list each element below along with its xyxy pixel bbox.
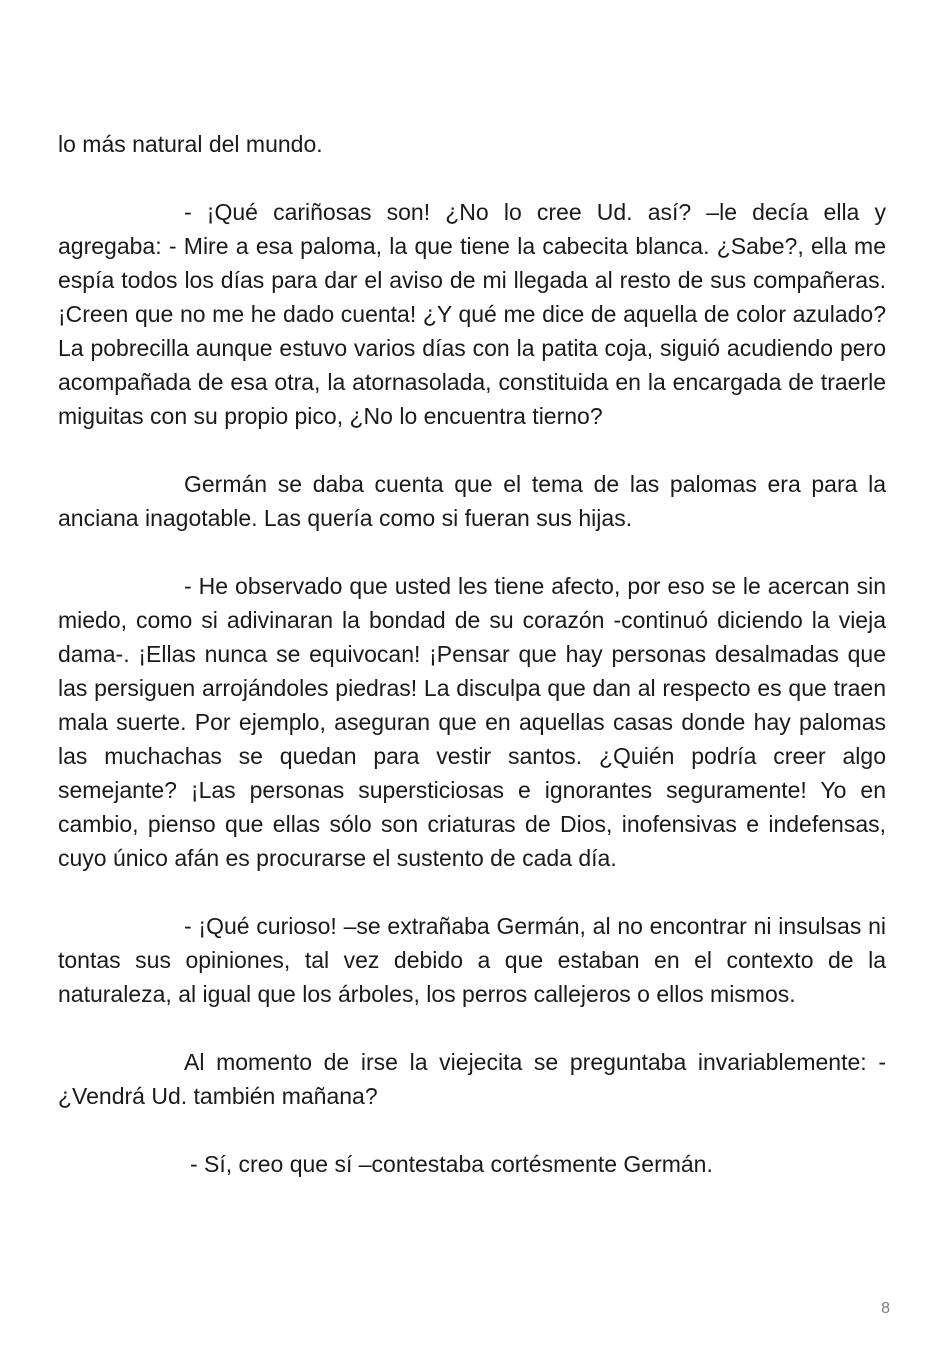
document-page <box>58 127 886 1215</box>
paragraph-3: Germán se daba cuenta que el tema de las palomas era para la anciana inagotable. Las quería como si fueran sus hijas. <box>58 471 886 531</box>
paragraph-2: - ¡Qué cariñosas son! ¿No lo cree Ud. así? –le decía ella y agregaba: - Mire a esa paloma, la que tiene la cabecita blanca. ¿Sabe?, ella me espía todos los días para dar el aviso de mi llegada al resto de sus compañeras. ¡Creen que no me he dado cuenta! ¿Y qué me dice de aquella de color azulado? La pobrecilla aunque estuvo varios días con la patita coja, siguió acudiendo pero acompañada de esa otra, la atornasolada, constituida en la encargada de traerle miguitas con su propio pico, ¿No lo encuentra tierno? <box>58 199 886 429</box>
page-number: 8 <box>881 1300 890 1317</box>
paragraph-5: - ¡Qué curioso! –se extrañaba Germán, al no encontrar ni insulsas ni tontas sus opiniones, tal vez debido a que estaban en el contexto de la naturaleza, al igual que los árboles, los perros callejeros o ellos mismos. <box>58 913 886 1007</box>
paragraph-1: lo más natural del mundo. <box>58 131 323 157</box>
paragraph-6: Al momento de irse la viejecita se preguntaba invariablemente: - ¿Vendrá Ud. también mañana? <box>58 1049 886 1109</box>
paragraph-7: - Sí, creo que sí –contestaba cortésmente Germán. <box>190 1151 713 1177</box>
paragraph-4: - He observado que usted les tiene afecto, por eso se le acercan sin miedo, como si adivinaran la bondad de su corazón -continuó diciendo la vieja dama-. ¡Ellas nunca se equivocan! ¡Pensar que hay personas desalmadas que las persiguen arrojándoles piedras! La disculpa que dan al respecto es que traen mala suerte. Por ejemplo, aseguran que en aquellas casas donde hay palomas las muchachas se quedan para vestir santos. ¿Quién podría creer algo semejante? ¡Las personas supersticiosas e ignorantes seguramente! Yo en cambio, pienso que ellas sólo son criaturas de Dios, inofensivas e indefensas, cuyo único afán es procurarse el sustento de cada día. <box>58 573 886 871</box>
